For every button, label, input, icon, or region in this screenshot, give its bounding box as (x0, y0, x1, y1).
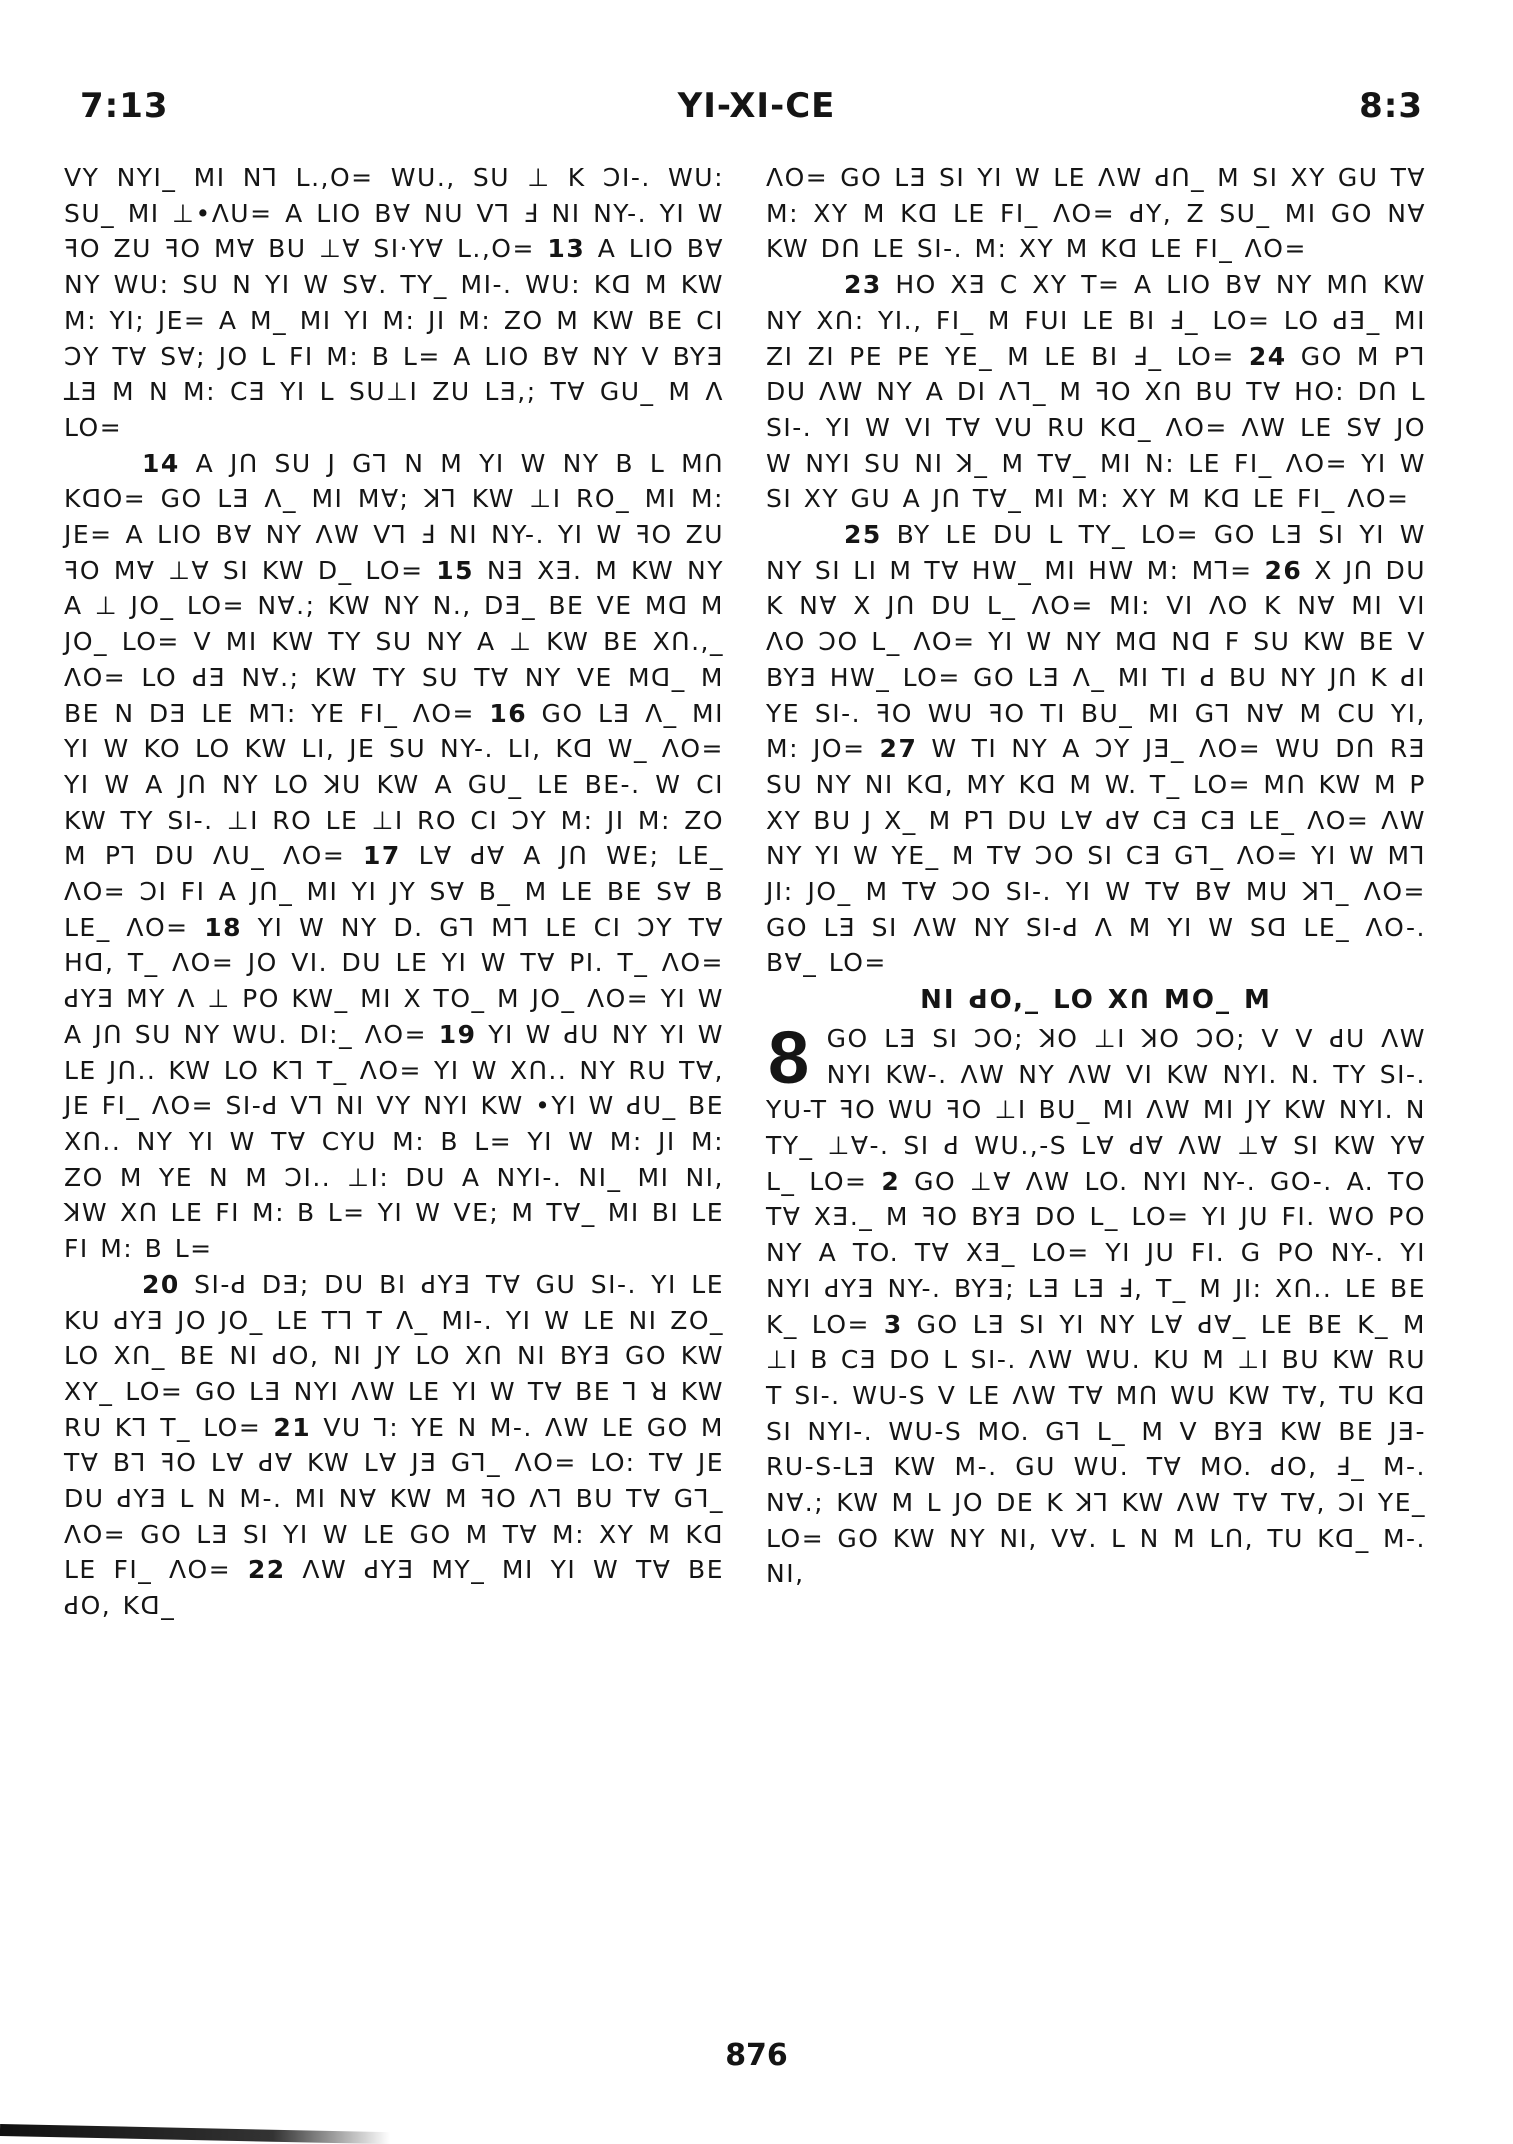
verse-text: GO ⊥Ɐ ɅW LO. NYI NY-. GO-. A. TO TⱯ XƎ._ M ꟻO BYƎ DO L_ LO= YI JU FI. WO PO NY A TO. TⱯ XƎ_ LO= YI JU FI. G PO NY-. YI NYI ꓒYƎ NY-. BYƎ; LƎ LƎ Ⅎ, T_ M JI: XՈ.. LE BE K_ LO= (766, 1166, 1427, 1339)
scan-edge-shadow (0, 2124, 390, 2144)
verse-number: 26 (1264, 555, 1303, 585)
verse-text: NƎ XƎ. M KW NY A ⊥ JO_ LO= NⱯ.; KW NY N., DƎ_ BE VE Mꓷ M JO_ LO= V MI KW TY SU NY A ⊥ KW BE XՈ.,_ ɅO= LO ꓒƎ NⱯ.; KW TY SU TⱯ NY VE Mꓷ_ M BE N DƎ LE Mꓶ: YE FI_ ɅO= (64, 555, 724, 728)
verse-number: 27 (879, 734, 918, 764)
paragraph (64, 446, 724, 1267)
verse-number: 18 (204, 912, 243, 942)
section-heading: NI ꓒO,_ LO XՈ MO_ M (920, 985, 1272, 1016)
verse-text: SI-ꓒ DƎ; DU BI ꓒYƎ TⱯ GU SI-. YI LE KU ꓒYƎ JO JO_ LE Tꓶ T Ʌ_ MI-. YI W LE NI ZO_ LO XՈ_ BE NI ꓒO, NI JY LO XՈ NI BYƎ GO KW XY_ LO= GO LƎ NYI ɅW LE YI W TⱯ BE ꓶ ꓤ KW RU Kꓶ T_ LO= (64, 1269, 724, 1442)
verse-text: BY LE DU L TY_ LO= GO LƎ SI YI W NY SI LI M TⱯ HW_ MI HW M: Mꓶ= (766, 520, 1426, 585)
right-column-body (766, 160, 1426, 981)
verse-number: 13 (547, 234, 586, 264)
verse-text: X JՈ DU K NⱯ X JՈ DU L_ ɅO= MI: VI ɅO K NⱯ MI VI ɅO ƆO L_ ɅO= YI W NY Mꓷ Nꓷ F SU KW BE V BYƎ HW_ LO= GO LƎ Ʌ_ MI TI ꓒ BU NY JՈ K ꓒI YE SI-. ꟻO WU ꟻO TI BU_ MI Gꓶ NⱯ M CU YI, M: JO= (766, 555, 1427, 764)
verse-text: YI W ꓒU NY YI W LE JՈ.. KW LO Kꓶ T_ ɅO= YI W XՈ.. NY RU TⱯ, JE FI_ ɅO= SI-ꓒ Vꓶ NI VY NYI KW •YI W ꓒU_ BE XՈ.. NY YI W TⱯ CYU M: B L= YI W M: JI M: ZO M YE N M ƆI.. ⊥I: DU A NYI-. NI_ MI NI, ꓘW XՈ LE FI M: B L= YI W VE; M TⱯ_ MI BI LE FI M: B L= (64, 1019, 724, 1264)
paragraph (766, 1015, 1427, 1592)
running-header (0, 86, 1513, 130)
verse-text: ɅO= GO LƎ SI YI W LE ɅW ꓒՈ_ M SI XY GU TⱯ M: XY M Kꓷ LE FI_ ɅO= ꓒY, Z SU_ MI GO NⱯ KW DՈ LE SI-. M: XY M Kꓷ LE FI_ ɅO= (766, 163, 1426, 264)
verse-text: GO M Pꓶ DU ɅW NY A DI Ʌꓶ_ M ꟻO XՈ BU TⱯ HO: DՈ L SI-. YI W VI TⱯ VU RU Kꓷ_ ɅO= ɅW LE SⱯ JO W NYI SU NI ꓘ_ M TⱯ_ MI N: LE FI_ ɅO= YI W SI XY GU A JՈ TⱯ_ MI M: XY M Kꓷ LE FI_ ɅO= (766, 341, 1427, 514)
verse-text: HO XƎ C XY T= A LIO BⱯ NY MՈ KW NY XՈ: YI., FI_ M FUI LE BI Ⅎ_ LO= LO ꓒƎ_ MI ZI ZI PE PE YE_ M LE BI Ⅎ_ LO= (766, 270, 1426, 371)
verse-number: 23 (844, 270, 882, 300)
verse-number: 21 (273, 1412, 312, 1442)
verse-text: GO LƎ Ʌ_ MI YI W KO LO KW LI, JE SU NY-. LI, Kꓷ W_ ɅO= YI W A JՈ NY LO ꓘU KW A GU_ LE BE-. W CI KW TY SI-. ⊥I RO LE ⊥I RO CI ƆY M: JI M: ZO M Pꓶ DU ɅU_ ɅO= (64, 698, 725, 871)
verse-text: YI W NY D. Gꓶ Mꓶ LE CI ƆY TⱯ Hꓷ, T_ ɅO= JO VI. DU LE YI W TⱯ PI. T_ ɅO= ꓒYƎ MY Ʌ ⊥ PO KW_ MI X TO_ M JO_ ɅO= YI W A JՈ SU NY WU. DI:_ ɅO= (64, 912, 724, 1049)
right-column (766, 160, 1426, 1592)
paragraph (766, 517, 1426, 981)
verse-number: 17 (363, 841, 401, 871)
verse-text: A JՈ SU J Gꓶ N M YI W NY B L MՈ KꓷO= GO LƎ Ʌ_ MI MⱯ; ꓘꓶ KW ⊥I RO_ MI M: JE= A LIO BⱯ NY ɅW Vꓶ Ⅎ NI NY-. YI W ꟻO ZU ꟻO MⱯ ⊥Ɐ SI KW D_ LO= (64, 448, 724, 585)
verse-text: LⱯ ꓒⱯ A JՈ WE; LE_ ɅO= ƆI FI A JՈ_ MI YI JY SⱯ B_ M LE BE SⱯ B LE_ ɅO= (64, 841, 725, 942)
page-number: 876 (725, 2038, 788, 2073)
paragraph (64, 1267, 724, 1624)
verse-text: GO LƎ SI ƆO; ꓘO ⊥I ꓘO ƆO; V V ꓒU ɅW NYI KW-. ɅW NY ɅW VI KW NYI. N. TY SI-. YU-T ꟻO WU ꟻO ⊥I BU_ MI ɅW MI JY KW NYI. N TY_ ⊥Ɐ-. SI ꓒ WU.,-S LⱯ ꓒⱯ ɅW ⊥Ɐ SI KW YⱯ L_ LO= (766, 1023, 1426, 1196)
verse-number: 16 (489, 698, 528, 728)
paragraph (766, 267, 1426, 517)
chapter-body (766, 1015, 1427, 1592)
verse-number: 20 (142, 1269, 180, 1299)
verse-text: A LIO BⱯ NY WU: SU N YI W SⱯ. TY_ MI-. WU: Kꓷ M KW M: YI; JE= A M_ MI YI M: JI M: ZO M KW BE CI ƆY TⱯ SⱯ; JO L FI M: B L= A LIO BⱯ NY V BYƎ ꓕƎ M N M: CƎ YI L SU⊥I ZU LƎ,; TⱯ GU_ M Ʌ LO= (64, 234, 724, 442)
verse-number: 25 (844, 520, 882, 550)
header-book-title: YI-XI-CE (677, 86, 836, 126)
paragraph (64, 160, 724, 446)
verse-number: 19 (438, 1019, 477, 1049)
verse-text: VY NYI_ MI Nꓶ L.,O= WU., SU ⊥ K ƆI-. WU: SU_ MI ⊥•ɅU= A LIO BⱯ NU Vꓶ Ⅎ NI NY-. YI W ꟻO ZU ꟻO MⱯ BU ⊥Ɐ SI·YⱯ L.,O= (64, 163, 724, 264)
verse-text: GO LƎ SI YI NY LⱯ ꓒⱯ_ LE BE K_ M ⊥I B CƎ DO L SI-. ɅW WU. KU M ⊥I BU KW RU T SI-. WU-S V LE ɅW TⱯ MՈ WU KW TⱯ, TU Kꓷ SI NYI-. WU-S MO. Gꓶ L_ M V BYƎ KW BE JƎ-RU-S-LƎ KW M-. GU WU. TⱯ MO. ꓒO, Ⅎ_ M-. NⱯ.; KW M L JO DE K ꓘꓶ KW ɅW TⱯ TⱯ, ƆI YE_ LO= GO KW NY NI, VⱯ. L N M LՈ, TU Kꓷ_ M-. NI, (766, 1309, 1427, 1589)
verse-text: ɅW ꓒYƎ MY_ MI YI W TⱯ BE ꓒO, Kꓷ_ (64, 1555, 724, 1621)
verse-text: VU ꓶ: YE N M-. ɅW LE GO M TⱯ Bꓶ ꟻO LⱯ ꓒⱯ KW LⱯ JƎ Gꓶ_ ɅO= LO: TⱯ JE DU ꓒYƎ L N M-. MI NⱯ KW M ꟻO Ʌꓶ BU TⱯ Gꓶ_ ɅO= GO LƎ SI YI W LE GO M TⱯ M: XY M Kꓷ LE FI_ ɅO= (64, 1412, 724, 1585)
paragraph (766, 160, 1426, 267)
left-column (64, 160, 724, 1624)
verse-number: 14 (142, 448, 180, 478)
chapter-number: 8 (768, 1015, 811, 1099)
header-chapter-verse-end: 8:3 (1359, 86, 1423, 126)
verse-number: 24 (1248, 341, 1287, 371)
verse-number: 3 (883, 1309, 903, 1339)
chapter-block (766, 1015, 1427, 1592)
verse-number: 15 (436, 555, 475, 585)
header-chapter-verse-start: 7:13 (80, 86, 169, 126)
verse-number: 2 (881, 1166, 901, 1196)
verse-text: W TI NY A ƆY JƎ_ ɅO= WU DՈ RƎ SU NY NI Kꓷ, MY Kꓷ M W. T_ LO= MՈ KW M P XY BU J X_ M Pꓶ DU LⱯ ꓒⱯ CƎ CƎ LE_ ɅO= ɅW NY YI W YE_ M TⱯ ƆO SI CƎ Gꓶ_ ɅO= YI W Mꓶ JI: JO_ M TⱯ ƆO SI-. YI W TⱯ BⱯ MU ꓘꓶ_ ɅO= GO LƎ SI ɅW NY SI-ꓒ Ʌ M YI W Sꓷ LE_ ɅO-. BⱯ_ LO= (766, 734, 1426, 978)
verse-number: 22 (247, 1555, 286, 1585)
